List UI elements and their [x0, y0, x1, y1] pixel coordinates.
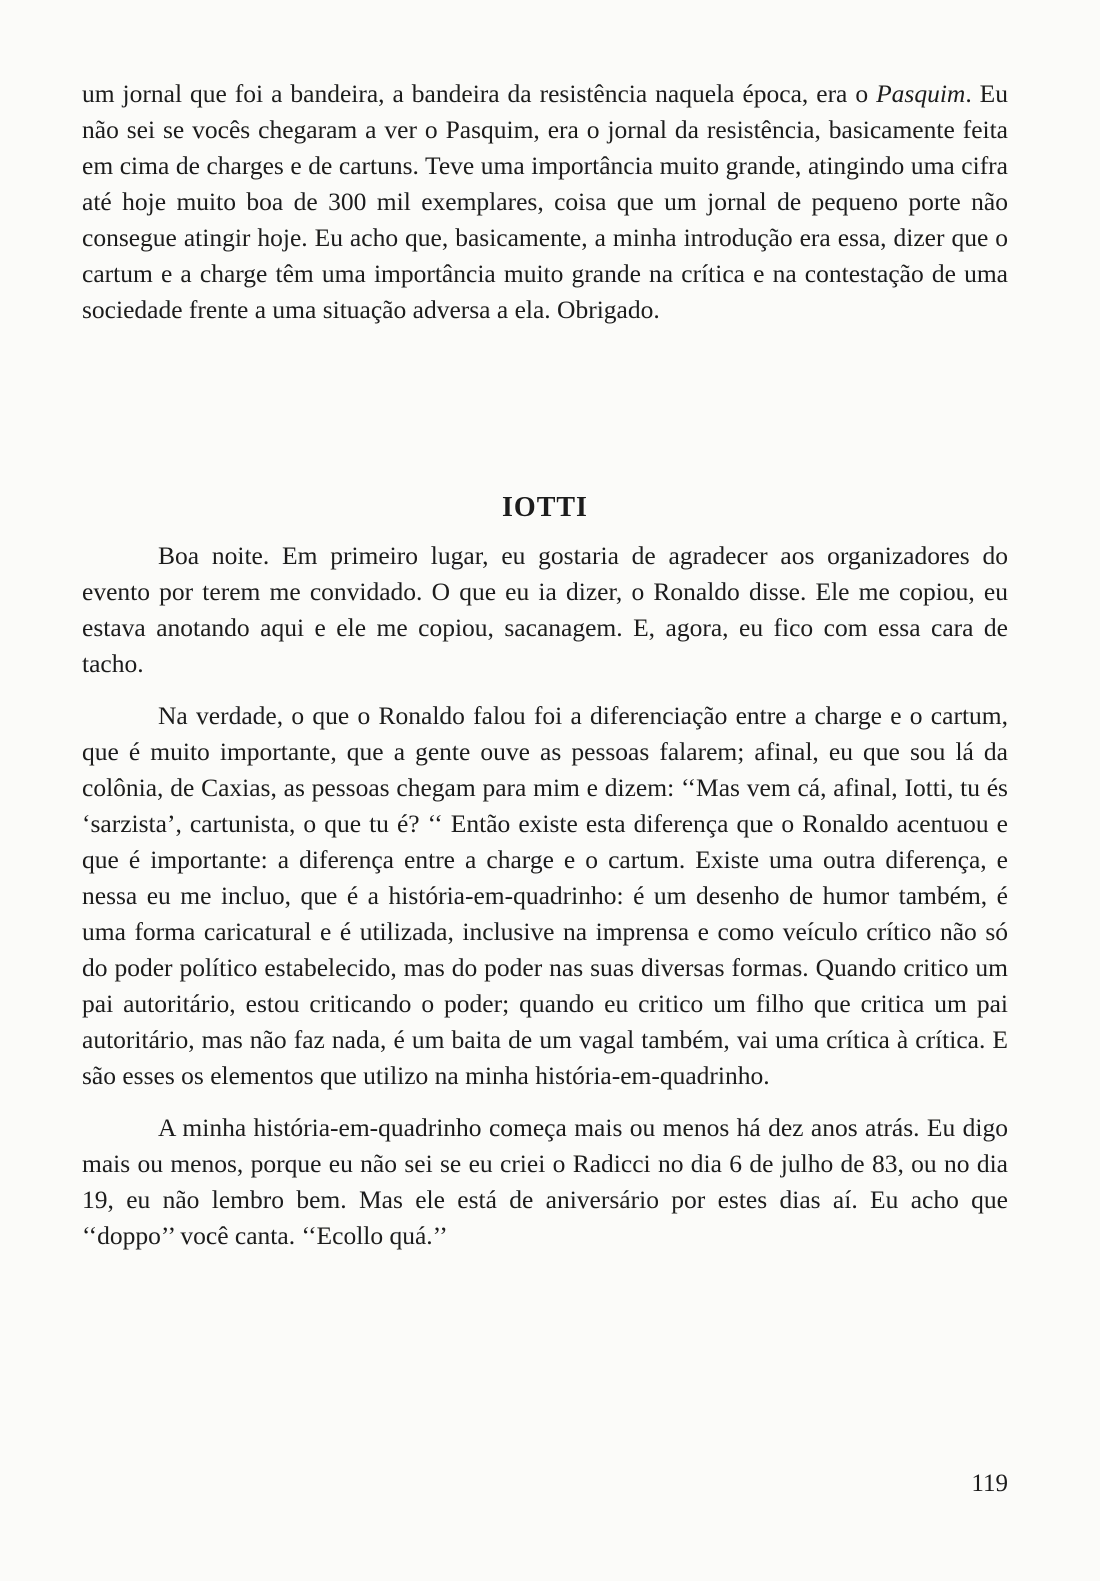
- page-number: 119: [971, 1470, 1008, 1497]
- intro-text-end: . Eu não sei se vocês chegaram a ver o Pasquim, era o jornal da resistência, basicamente feita em cima de charges e de cartuns. Teve uma importância muito grande, atingindo uma cifra até hoje muito boa de 300 mil exemplares, coisa que um jornal de pequeno porte não consegue atingir hoje. Eu acho que, basicamente, a minha introdução era essa, dizer que o cartum e a charge têm uma importância muito grande na crítica e na contestação de uma sociedade frente a uma situação adversa a ela. Obrigado.: [82, 79, 1009, 324]
- paragraph-3: A minha história-em-quadrinho começa mais ou menos há dez anos atrás. Eu digo mais ou menos, porque eu não sei se eu criei o Radicci no dia 6 de julho de 83, ou no dia 19, eu não lembro bem. Mas ele está de aniversário por estes dias aí. Eu acho que ‘‘doppo’’ você canta. ‘‘Ecollo quá.’’: [82, 1113, 1008, 1250]
- paragraph-1: Boa noite. Em primeiro lugar, eu gostaria de agradecer aos organizadores do evento por terem me convidado. O que eu ia dizer, o Ronaldo disse. Ele me copiou, eu estava anotando aqui e ele me copiou, sacanagem. E, agora, eu fico com essa cara de tacho.: [82, 541, 1008, 678]
- paragraph-2: Na verdade, o que o Ronaldo falou foi a diferenciação entre a charge e o cartum, que é muito importante, que a gente ouve as pessoas falarem; afinal, eu que sou lá da colônia, de Caxias, as pessoas chegam para mim e dizem: ‘‘Mas vem cá, afinal, Iotti, tu és ‘sarzista’, cartunista, o que tu é? ‘‘ Então existe esta diferença que o Ronaldo acentuou e que é importante: a diferença entre a charge e o cartum. Existe uma outra diferença, e nessa eu me incluo, que é a história-em-quadrinho: é um desenho de humor também, é uma forma caricatural e é utilizada, inclusive na imprensa e como veículo crítico não só do poder político estabelecido, mas do poder nas suas diversas formas. Quando critico um pai autoritário, estou criticando o poder; quando eu critico um filho que critica um pai autoritário, mas não faz nada, é um baita de um vagal também, vai uma crítica à crítica. E são esses os elementos que utilizo na minha história-em-quadrinho.: [82, 701, 1008, 1090]
- intro-paragraph: [82, 76, 1008, 328]
- intro-text-start: um jornal que foi a bandeira, a bandeira da resistência naquela época, era o: [82, 79, 877, 108]
- section-title: IOTTI: [502, 492, 588, 523]
- intro-italic-title: Pasquim: [876, 79, 966, 108]
- page-body: [82, 76, 1008, 1270]
